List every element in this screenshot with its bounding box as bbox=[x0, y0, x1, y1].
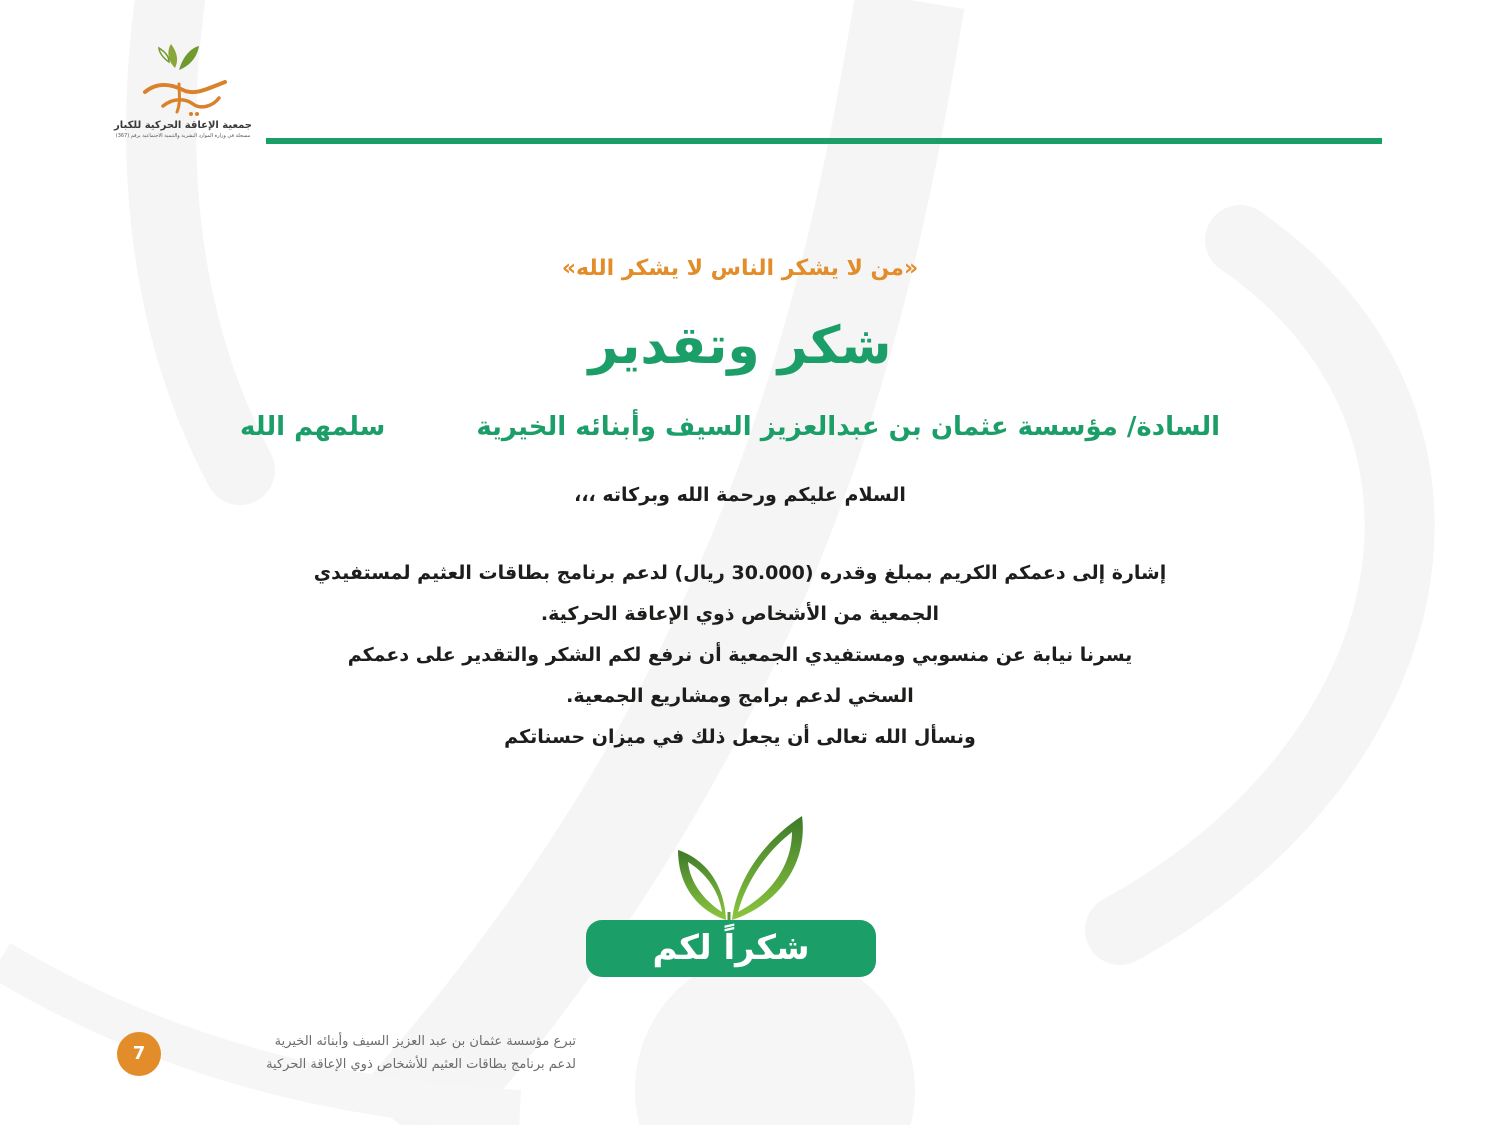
harakiya-logo-icon bbox=[133, 40, 233, 118]
greeting: السلام عليكم ورحمة الله وبركاته ،،، bbox=[574, 484, 906, 506]
letter-line: ونسأل الله تعالى أن يجعل ذلك في ميزان حسناتكم bbox=[504, 726, 976, 748]
header-divider bbox=[266, 138, 1382, 144]
letter-body bbox=[230, 553, 1250, 758]
letter-line: السخي لدعم برامج ومشاريع الجمعية. bbox=[566, 685, 914, 707]
letter-line: إشارة إلى دعمكم الكريم بمبلغ وقدره (30.000 ريال) لدعم برنامج بطاقات العثيم لمستفيدي bbox=[313, 562, 1167, 584]
footer-line-1: تبرع مؤسسة عثمان بن عبد العزيز السيف وأبنائه الخيرية bbox=[274, 1034, 576, 1049]
thanks-label: شكراً لكم bbox=[586, 920, 876, 977]
organization-logo bbox=[108, 40, 258, 152]
footer-line-2: لدعم برنامج بطاقات العثيم للأشخاص ذوي الإعاقة الحركية bbox=[266, 1057, 576, 1072]
footer-caption bbox=[176, 1030, 576, 1076]
recipient-name: السادة/ مؤسسة عثمان بن عبدالعزيز السيف وأبنائه الخيرية bbox=[476, 412, 1220, 442]
organization-name: جمعية الإعاقة الحركية للكبار bbox=[113, 120, 253, 131]
recipient-salutation: سلمهم الله bbox=[240, 412, 386, 442]
page-number: 7 bbox=[117, 1032, 161, 1076]
organization-subtitle: مسجلة في وزارة الموارد البشرية والتنمية الاجتماعية برقم (367) bbox=[115, 133, 251, 139]
thanks-badge bbox=[586, 812, 878, 980]
letter-line: الجمعية من الأشخاص ذوي الإعاقة الحركية. bbox=[540, 603, 940, 625]
recipient-line bbox=[240, 412, 1220, 442]
sprout-icon bbox=[586, 812, 878, 932]
page-title: شكر وتقدير bbox=[588, 316, 892, 376]
letter-line: يسرنا نيابة عن منسوبي ومستفيدي الجمعية أن نرفع لكم الشكر والتقدير على دعمكم bbox=[347, 644, 1133, 666]
hadith-quote: «من لا يشكر الناس لا يشكر الله» bbox=[561, 256, 919, 281]
